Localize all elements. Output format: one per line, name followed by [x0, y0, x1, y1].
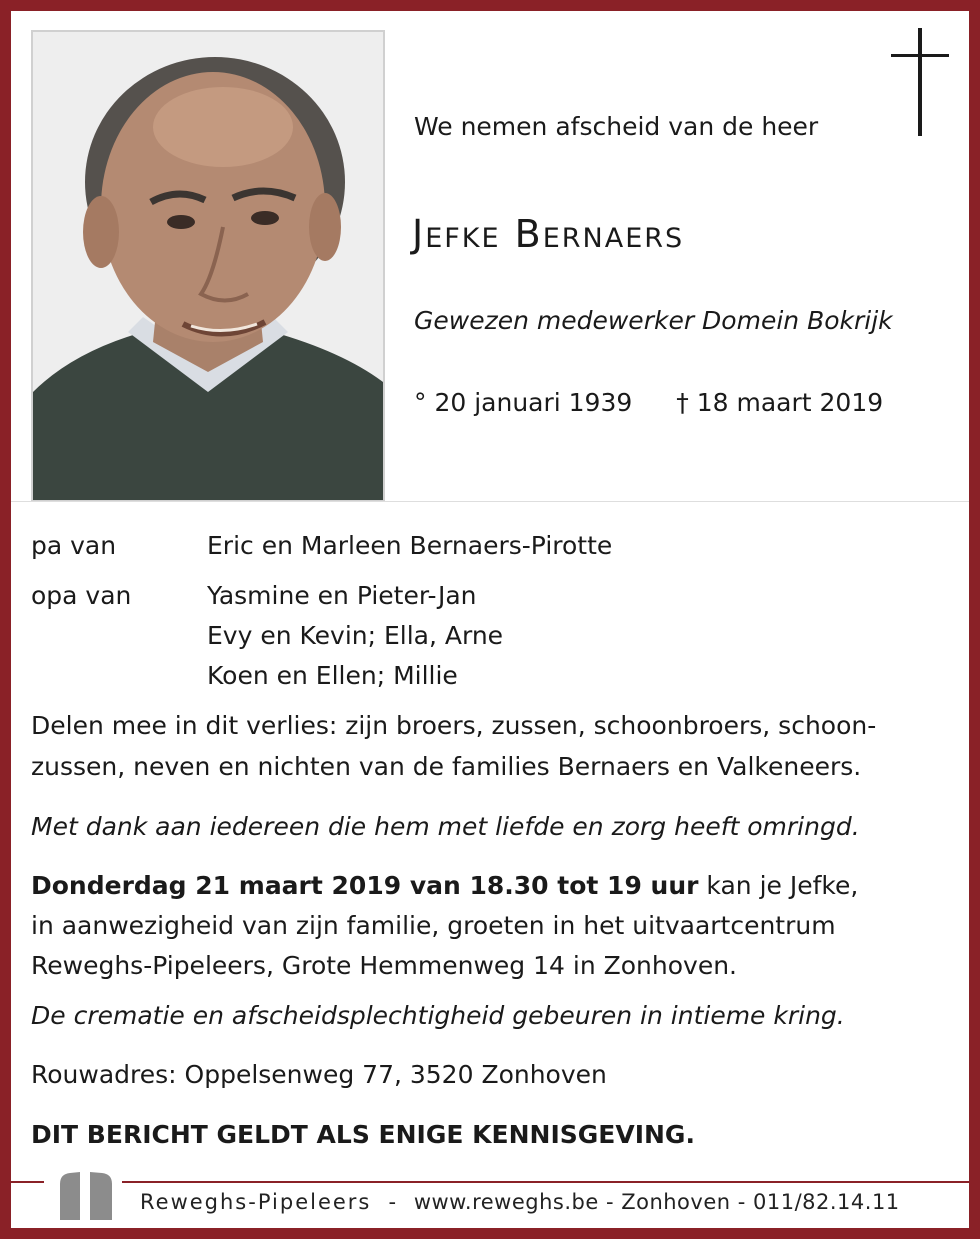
- relation-names: Evy en Kevin; Ella, Arne: [207, 621, 504, 650]
- shared-loss-line1: Delen mee in dit verlies: zijn broers, zussen, schoonbroers, schoon-: [31, 711, 877, 740]
- notice-statement: DIT BERICHT GELDT ALS ENIGE KENNISGEVING.: [31, 1120, 695, 1149]
- visitation-line1: [31, 865, 858, 906]
- relation-label: pa van: [31, 531, 117, 560]
- portrait-photo: [31, 30, 385, 502]
- deceased-name: Jefke Bernaers: [412, 212, 685, 256]
- relation-names: Koen en Ellen; Millie: [207, 661, 458, 690]
- relation-names: Eric en Marleen Bernaers-Pirotte: [207, 531, 613, 560]
- cremation-text: De crematie en afscheidsplechtigheid gebeuren in intieme kring.: [31, 1001, 845, 1030]
- divider: [11, 501, 969, 502]
- visitation-rest: kan je Jefke,: [698, 871, 859, 900]
- footer-details: www.reweghs.be - Zonhoven - 011/82.14.11: [413, 1190, 900, 1214]
- footer-separator: -: [388, 1190, 397, 1214]
- footer-brand: Reweghs-Pipeleers: [140, 1190, 372, 1214]
- address-text: Rouwadres: Oppelsenweg 77, 3520 Zonhoven: [31, 1060, 607, 1089]
- occupation: Gewezen medewerker Domein Bokrijk: [414, 306, 893, 335]
- funeral-home-logo-icon: [58, 1170, 114, 1222]
- visitation-line3: Reweghs-Pipeleers, Grote Hemmenweg 14 in Zonhoven.: [31, 951, 737, 980]
- relation-label: opa van: [31, 581, 132, 610]
- birth-date: ° 20 januari 1939: [414, 388, 633, 417]
- footer-rule: [122, 1181, 969, 1183]
- footer-text: [140, 1190, 900, 1214]
- footer-rule-left: [11, 1181, 44, 1183]
- intro-text: We nemen afscheid van de heer: [414, 112, 819, 141]
- visitation-date: Donderdag 21 maart 2019 van 18.30 tot 19 uur: [31, 871, 699, 900]
- life-dates: [414, 388, 883, 417]
- cross-icon: [889, 28, 951, 138]
- visitation-line2: in aanwezigheid van zijn familie, groeten in het uitvaartcentrum: [31, 911, 836, 940]
- thanks-text: Met dank aan iedereen die hem met liefde en zorg heeft omringd.: [31, 812, 860, 841]
- relation-names: Yasmine en Pieter-Jan: [207, 581, 477, 610]
- shared-loss-line2: zussen, neven en nichten van de families Bernaers en Valkeneers.: [31, 752, 862, 781]
- death-date: † 18 maart 2019: [676, 388, 884, 417]
